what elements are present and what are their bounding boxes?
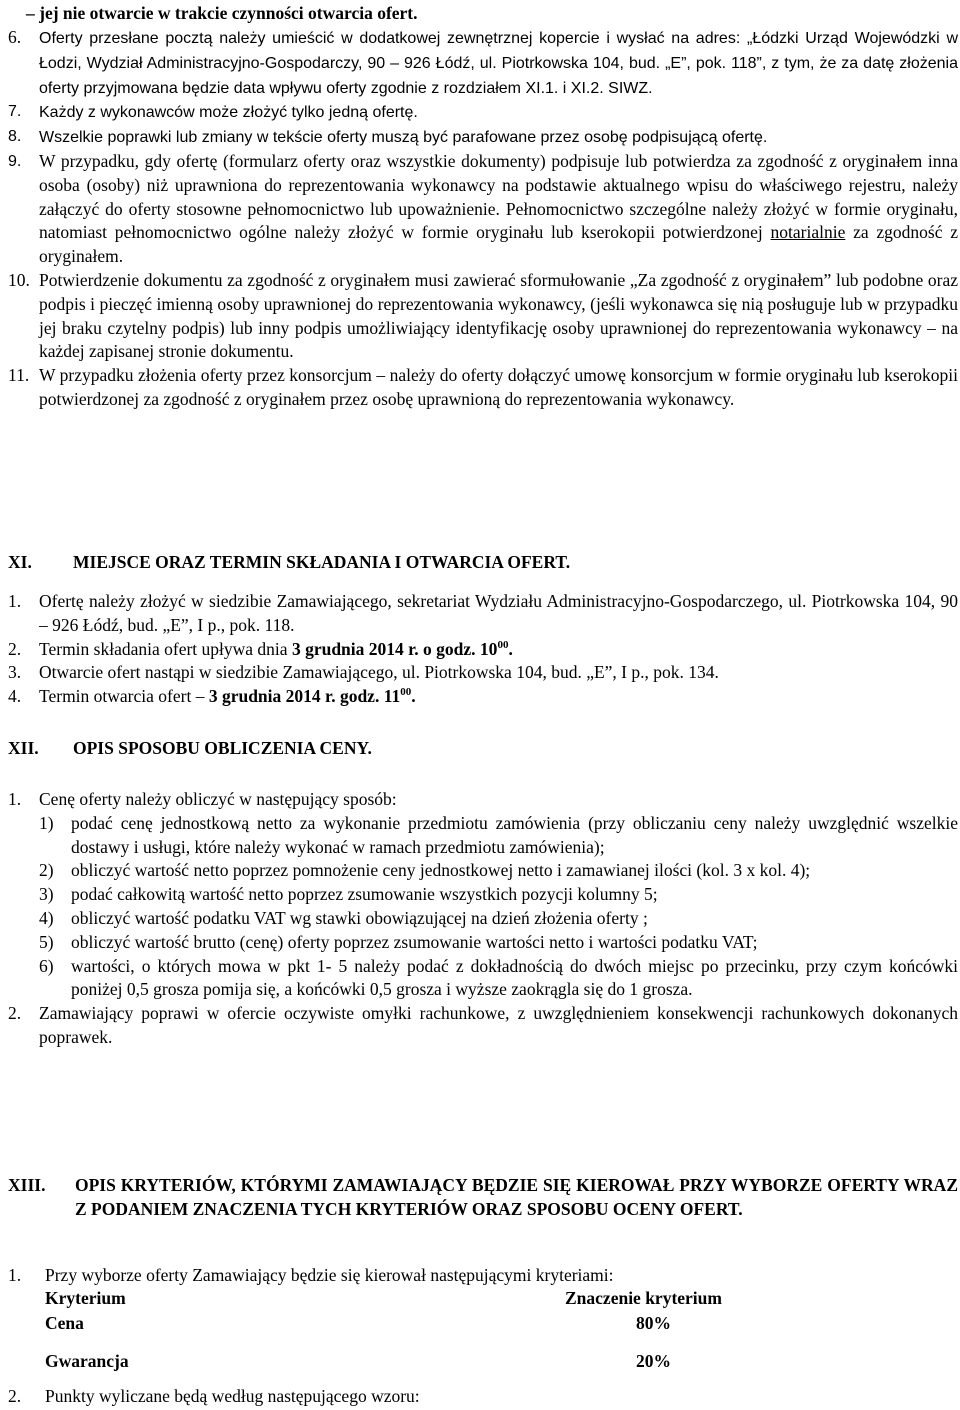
item-text: Zamawiający poprawi w ofercie oczywiste omyłki rachunkowe, z uwzględnieniem konsekwencji rachunkowych dokonanych poprawek. <box>39 1003 958 1047</box>
sub-item-1 <box>8 812 958 860</box>
item-number: 1. <box>8 789 22 809</box>
deadline-minutes: 00 <box>497 638 509 651</box>
item-text: Otwarcie ofert nastąpi w siedzibie Zamawiającego, ul. Piotrkowska 104, bud. „E”, I p., pok. 134. <box>39 662 719 683</box>
sub-item-4 <box>8 907 958 931</box>
criteria-col-header-weight: Znaczenie kryterium <box>565 1288 722 1308</box>
sub-item-text: podać całkowitą wartość netto poprzez zsumowanie wszystkich pozycji kolumny 5; <box>71 884 658 905</box>
underlined-word: notarialnie <box>770 222 846 243</box>
sub-item-number: 2) <box>39 860 54 881</box>
criteria-row-weight: 20% <box>636 1351 671 1371</box>
section-xiii-list-continued <box>8 1385 958 1409</box>
list-item-1 <box>8 590 958 638</box>
sub-item-text: wartości, o których mowa w pkt 1- 5 należy podać z dokładnością do dwóch miejsc po przecinku, przy czym końcówki poniżej 0,5 grosza pomija się, a końcówki 0,5 grosza i wyższe zaokrągla się do 1 grosza. <box>71 955 958 1000</box>
section-xii-heading <box>8 737 958 761</box>
sub-item-2 <box>8 859 958 883</box>
item-number: 9. <box>8 152 22 170</box>
sub-item-3 <box>8 883 958 907</box>
list-item-8 <box>8 125 958 150</box>
sub-item-number: 6) <box>39 955 54 976</box>
section-title: MIEJSCE ORAZ TERMIN SKŁADANIA I OTWARCIA OFERT. <box>73 552 571 572</box>
item-number: 7. <box>8 103 22 121</box>
item-text-tail: za zgodność z oryginałem. <box>39 222 958 267</box>
list-item-1 <box>8 788 958 812</box>
item-number: 3. <box>8 662 22 683</box>
sub-item-text: obliczyć wartość podatku VAT wg stawki obowiązującej na dzień złożenia oferty ; <box>71 907 648 928</box>
item-text: Termin składania ofert upływa dnia <box>39 638 292 659</box>
list-item-9 <box>8 150 958 269</box>
item-number: 8. <box>8 128 22 146</box>
section-number: XI. <box>8 552 32 572</box>
item-number: 2. <box>8 1003 22 1024</box>
list-item-2 <box>8 1385 958 1409</box>
sub-item-text: obliczyć wartość brutto (cenę) oferty poprzez zsumowanie wartości netto i wartości podatku VAT; <box>71 931 758 952</box>
sub-item-number: 4) <box>39 907 54 928</box>
list-item-1 <box>8 1264 958 1288</box>
list-item-10 <box>8 269 958 364</box>
section-xi-heading <box>8 551 958 575</box>
sub-item-text: podać cenę jednostkową netto za wykonanie przedmiotu zamówienia (przy obliczaniu ceny należy uwzględnić wszelkie dostawy i usługi, które należy wykonać w ramach przedmiotu zamówienia); <box>71 812 958 857</box>
item-text: Punkty wyliczane będą według następującego wzoru: <box>45 1386 420 1406</box>
item-text: Oferty przesłane pocztą należy umieścić w dodatkowej zewnętrznej kopercie i wysłać na adres: „Łódzki Urząd Wojewódzki w Łodzi, Wydział Administracyjno-Gospodarczy, 90 – 926 Łódź, ul. Piotrkowska 104, bud. „E”, pok. 118”, z tym, że za datę złożenia oferty przyjmowana będzie data wpływu oferty zgodnie z rozdziałem XI.1. i XI.2. SIWZ. <box>39 30 958 97</box>
sub-item-number: 3) <box>39 884 54 905</box>
list-item-7 <box>8 100 958 125</box>
item-number: 4. <box>8 686 22 707</box>
sub-item-number: 5) <box>39 931 54 952</box>
list-item-2 <box>8 638 958 662</box>
item-text: Potwierdzenie dokumentu za zgodność z oryginałem musi zawierać sformułowanie „Za zgodność z oryginałem” lub podobne oraz podpis i pieczęć imienną osoby uprawnionej do reprezentowania wykonawcy, (jeśli wykonawca się nią posługuje lub w przypadku jej braku czytelny podpis) lub inny podpis umożliwiający identyfikację osoby uprawnionej do reprezentowania wykonawcy – na każdej zapisanej stronie dokumentu. <box>39 269 958 362</box>
list-item-6 <box>8 26 958 100</box>
section-title: OPIS KRYTERIÓW, KTÓRYMI ZAMAWIAJĄCY BĘDZIE SIĘ KIEROWAŁ PRZY WYBORZE OFERTY WRAZ Z PODANIEM ZNACZENIA TYCH KRYTERIÓW ORAZ SPOSOBU OCENY OFERT. <box>75 1175 958 1219</box>
item-number: 10. <box>8 269 30 290</box>
criteria-row-name: Gwarancja <box>45 1351 129 1371</box>
sub-item-number: 1) <box>39 812 54 833</box>
item-text: Wszelkie poprawki lub zmiany w tekście oferty muszą być parafowane przez osobę podpisującą ofertę. <box>39 129 768 147</box>
item-text: Przy wyborze oferty Zamawiający będzie się kierował następującymi kryteriami: <box>45 1265 614 1285</box>
section-number: XIII. <box>8 1175 46 1195</box>
list-item-4 <box>8 685 958 709</box>
criteria-row-weight: 80% <box>636 1313 671 1333</box>
list-item-3 <box>8 661 958 685</box>
item-number: 1. <box>8 591 22 611</box>
item-text: Termin otwarcia ofert – <box>39 686 209 707</box>
sub-item-6 <box>8 955 958 1003</box>
item-text: W przypadku złożenia oferty przez konsorcjum – należy do oferty dołączyć umowę konsorcjum w formie oryginału lub kserokopii potwierdzonej za zgodność z oryginałem przez osobę uprawnioną do reprezentowania wykonawcy. <box>39 365 958 409</box>
list-item-2 <box>8 1002 958 1050</box>
item-number: 11. <box>8 365 30 386</box>
section-xiii-list <box>8 1264 958 1288</box>
deadline-date: 3 grudnia 2014 r. o godz. 10 <box>291 638 498 659</box>
sub-item-text: obliczyć wartość netto poprzez pomnożenie ceny jednostkowej netto i zamawianej ilości (kol. 3 x kol. 4); <box>71 860 811 881</box>
item-text-tail: . <box>411 686 416 707</box>
section-xiii-heading <box>8 1174 958 1222</box>
item-number: 1. <box>8 1265 22 1285</box>
item-text: Każdy z wykonawców może złożyć tylko jedną ofertę. <box>39 104 418 122</box>
item-number: 2. <box>8 1386 22 1406</box>
criteria-col-header-name: Kryterium <box>45 1288 126 1308</box>
list-item-11 <box>8 364 958 412</box>
item-text-tail: . <box>508 638 513 659</box>
criteria-row-name: Cena <box>45 1313 84 1333</box>
item-number: 2. <box>8 638 22 659</box>
item-text: Ofertę należy złożyć w siedzibie Zamawiającego, sekretariat Wydziału Administracyjno-Gospodarczego, ul. Piotrkowska 104, 90 – 926 Łódź, bud. „E”, I p., pok. 118. <box>39 591 958 635</box>
item-text: Cenę oferty należy obliczyć w następujący sposób: <box>39 789 397 809</box>
intro-line: – jej nie otwarcie w trakcie czynności otwarcia ofert. <box>26 3 418 23</box>
item-text: W przypadku, gdy ofertę (formularz oferty oraz wszystkie dokumenty) podpisuje lub potwierdza za zgodność z oryginałem inna osoba (osoby) niż uprawniona do reprezentowania wykonawcy na podstawie aktualnego wpisu do właściwego rejestru, należy załączyć do oferty stosowne pełnomocnictwo lub upoważnienie. Pełnomocnictwo szczególne należy złożyć w formie oryginału, natomiast pełnomocnictwo ogólne należy złożyć w formie oryginału lub kserokopii potwierdzonej <box>39 150 958 243</box>
opening-date: 3 grudnia 2014 r. godz. 11 <box>208 686 401 707</box>
item-number: 6. <box>8 27 22 47</box>
opening-minutes: 00 <box>400 686 412 699</box>
section-xii-list <box>8 788 958 1050</box>
section-x-list <box>8 26 958 412</box>
section-number: XII. <box>8 738 39 758</box>
section-xi-list <box>8 590 958 709</box>
section-title: OPIS SPOSOBU OBLICZENIA CENY. <box>73 738 372 758</box>
sub-item-5 <box>8 931 958 955</box>
